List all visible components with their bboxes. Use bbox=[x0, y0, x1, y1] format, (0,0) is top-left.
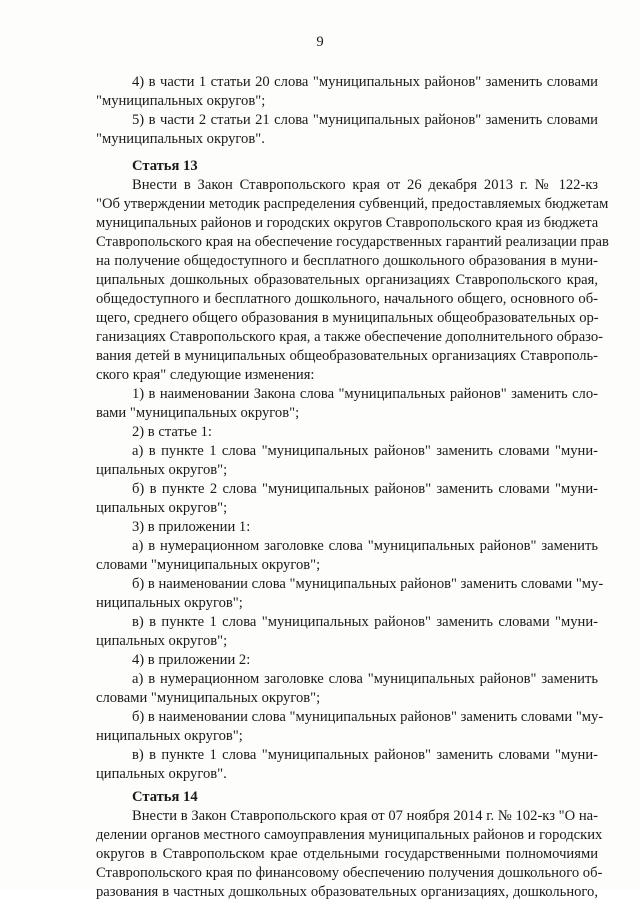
article-heading: Статья 14 bbox=[132, 789, 198, 805]
text-line: словами "муниципальных округов"; bbox=[96, 557, 321, 573]
text-line: ципальных округов"; bbox=[96, 500, 228, 516]
text-line: ципальных округов"; bbox=[96, 633, 228, 649]
text-line: 3) в приложении 1: bbox=[132, 519, 251, 535]
text-line: ниципальных округов"; bbox=[96, 595, 243, 611]
text-line: Ставропольского края на обеспечение государственных гарантий реализации прав bbox=[96, 234, 609, 250]
text-line: муниципальных районов и городских округов Ставропольского края из бюджета bbox=[96, 215, 599, 231]
text-line: на получение общедоступного и бесплатного дошкольного образования в муни- bbox=[96, 253, 598, 269]
text-line: "Об утверждении методик распределения субвенций, предоставляемых бюджетам bbox=[96, 196, 609, 212]
text-line: щего, среднего общего образования в муниципальных общеобразовательных ор- bbox=[96, 310, 599, 326]
text-line: делении органов местного самоуправления муниципальных районов и городских bbox=[96, 827, 603, 843]
text-line: "муниципальных округов"; bbox=[96, 93, 266, 109]
page-number: 9 bbox=[316, 34, 324, 50]
text-line: а) в пункте 1 слова "муниципальных районов" заменить словами "муни- bbox=[132, 443, 598, 459]
text-line: словами "муниципальных округов"; bbox=[96, 690, 321, 706]
text-line: 4) в части 1 статьи 20 слова "муниципальных районов" заменить словами bbox=[132, 74, 598, 90]
text-line: Внести в Закон Ставропольского края от 07 ноября 2014 г. № 102-кз "О на- bbox=[132, 808, 598, 824]
text-line: ципальных округов"; bbox=[96, 462, 228, 478]
text-line: 4) в приложении 2: bbox=[132, 652, 251, 668]
text-line: разования в частных дошкольных образовательных организациях, дошкольного, bbox=[96, 884, 598, 900]
text-line: а) в нумерационном заголовке слова "муниципальных районов" заменить bbox=[132, 538, 598, 554]
article-heading: Статья 13 bbox=[132, 158, 198, 174]
text-line: Ставропольского края по финансовому обеспечению получения дошкольного об- bbox=[96, 865, 603, 881]
text-line: вами "муниципальных округов"; bbox=[96, 405, 300, 421]
text-line: ципальных округов". bbox=[96, 766, 227, 782]
text-line: вания детей в муниципальных общеобразовательных организациях Ставрополь- bbox=[96, 348, 598, 364]
text-line: "муниципальных округов". bbox=[96, 131, 265, 147]
text-line: общедоступного и бесплатного дошкольного, начального общего, основного об- bbox=[96, 291, 598, 307]
text-line: 5) в части 2 статьи 21 слова "муниципальных районов" заменить словами bbox=[132, 112, 598, 128]
text-line: б) в пункте 2 слова "муниципальных районов" заменить словами "муни- bbox=[132, 481, 598, 497]
text-line: Внести в Закон Ставропольского края от 26 декабря 2013 г. № 122-кз bbox=[132, 177, 598, 193]
text-line: округов в Ставропольском крае отдельными государственными полномочиями bbox=[96, 846, 598, 862]
text-line: в) в пункте 1 слова "муниципальных районов" заменить словами "муни- bbox=[132, 614, 598, 630]
text-line: 2) в статье 1: bbox=[132, 424, 212, 440]
text-line: а) в нумерационном заголовке слова "муниципальных районов" заменить bbox=[132, 671, 598, 687]
text-line: ганизациях Ставропольского края, а также обеспечение дополнительного образо- bbox=[96, 329, 604, 345]
text-line: ского края" следующие изменения: bbox=[96, 367, 315, 383]
text-line: б) в наименовании слова "муниципальных районов" заменить словами "му- bbox=[132, 576, 604, 592]
text-line: 1) в наименовании Закона слова "муниципальных районов" заменить сло- bbox=[132, 386, 598, 402]
text-line: ципальных дошкольных образовательных организациях Ставропольского края, bbox=[96, 272, 598, 288]
text-line: ниципальных округов"; bbox=[96, 728, 243, 744]
text-line: б) в наименовании слова "муниципальных районов" заменить словами "му- bbox=[132, 709, 604, 725]
text-line: в) в пункте 1 слова "муниципальных районов" заменить словами "муни- bbox=[132, 747, 598, 763]
